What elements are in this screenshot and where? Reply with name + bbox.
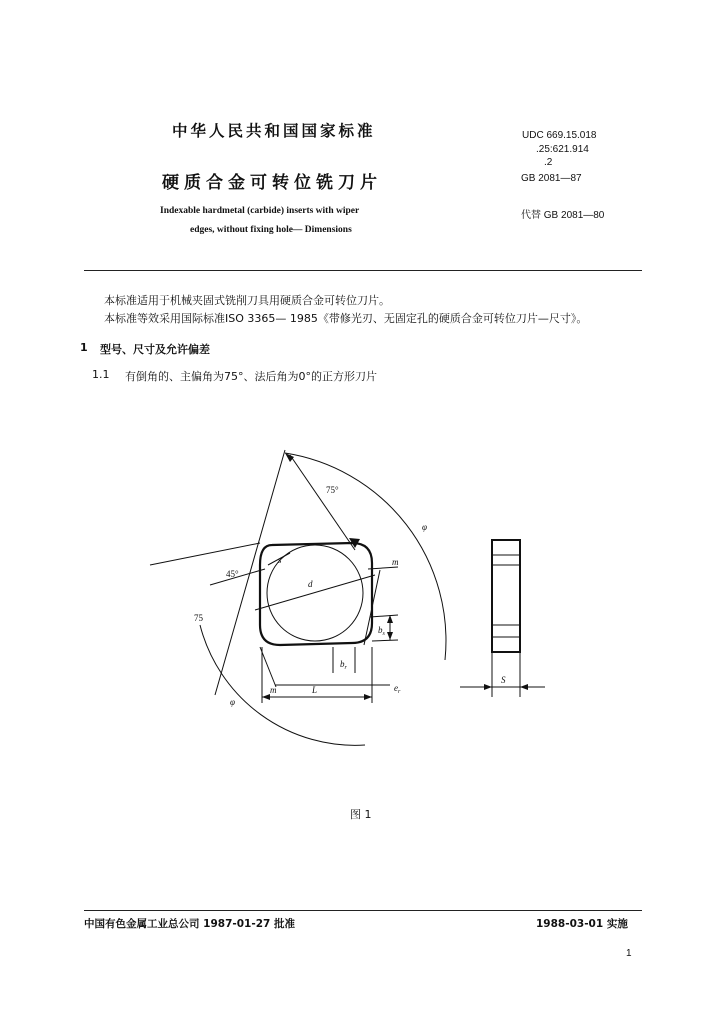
- section1-title: 型号、尺寸及允许偏差: [100, 343, 210, 356]
- gb-number: GB 2081—87: [521, 173, 582, 184]
- figure-caption: 图 1: [350, 808, 372, 821]
- bs-ext-top: [370, 615, 398, 617]
- insert-outline: [260, 543, 372, 645]
- label-S: S: [501, 675, 506, 685]
- page-number: 1: [626, 948, 632, 959]
- section11-number: 1.1: [92, 368, 110, 381]
- document-title: 硬质合金可转位铣刀片: [162, 173, 382, 193]
- arrow-s-right: [520, 684, 528, 690]
- side-view-outline: [492, 540, 520, 652]
- label-75-top: 75°: [326, 485, 339, 495]
- label-phi-left: φ: [230, 697, 235, 707]
- label-45: 45°: [226, 569, 239, 579]
- label-m: m: [392, 557, 399, 567]
- arrow-s-left: [484, 684, 492, 690]
- label-75-left: 75: [194, 613, 203, 623]
- english-title-line1: Indexable hardmetal (carbide) inserts with wiper: [160, 206, 360, 216]
- section11-text: 有倒角的、主偏角为75°、法后角为0°的正方形刀片: [125, 370, 377, 383]
- standard-title: 中华人民共和国国家标准: [172, 121, 376, 140]
- arrow-L-left: [262, 694, 270, 700]
- axis-line-left: [150, 543, 260, 565]
- replaces-note: 代替 GB 2081—80: [521, 210, 605, 221]
- arrow-bs-bottom: [387, 632, 393, 640]
- header-divider: [84, 270, 642, 271]
- axis-line-angle: [290, 455, 355, 550]
- scope-paragraph: 本标准适用于机械夹固式铣削刀具用硬质合金可转位刀片。: [104, 294, 390, 307]
- insert-drawing: [140, 435, 560, 765]
- label-L: L: [312, 685, 318, 695]
- footer-divider: [84, 910, 642, 911]
- diameter-line: [255, 575, 375, 610]
- implementation-date: 1988-03-01 实施: [536, 918, 628, 930]
- label-phi-right: φ: [422, 522, 427, 532]
- udc-line1: UDC 669.15.018: [522, 130, 597, 141]
- arrow-L-right: [364, 694, 372, 700]
- equivalence-paragraph: 本标准等效采用国际标准ISO 3365— 1985《带修光刃、无固定孔的硬质合金可转位刀片—尺寸》。: [104, 312, 588, 325]
- label-br: $b_r$: [340, 659, 347, 671]
- label-er: $e_r$: [394, 683, 401, 695]
- label-bs: $b_s$: [378, 625, 385, 637]
- section1-number: 1: [80, 341, 88, 354]
- udc-line3: .2: [544, 157, 553, 168]
- bs-ext-bottom: [372, 640, 398, 641]
- approval-note: 中国有色金属工业总公司 1987-01-27 批准: [84, 918, 295, 930]
- outer-arc: [285, 453, 446, 660]
- label-d: d: [308, 579, 313, 589]
- label-m-bottom: m: [270, 685, 277, 695]
- label-s-small: s: [278, 555, 282, 565]
- english-title-line2: edges, without fixing hole— Dimensions: [190, 225, 352, 235]
- udc-line2: .25:621.914: [536, 144, 589, 155]
